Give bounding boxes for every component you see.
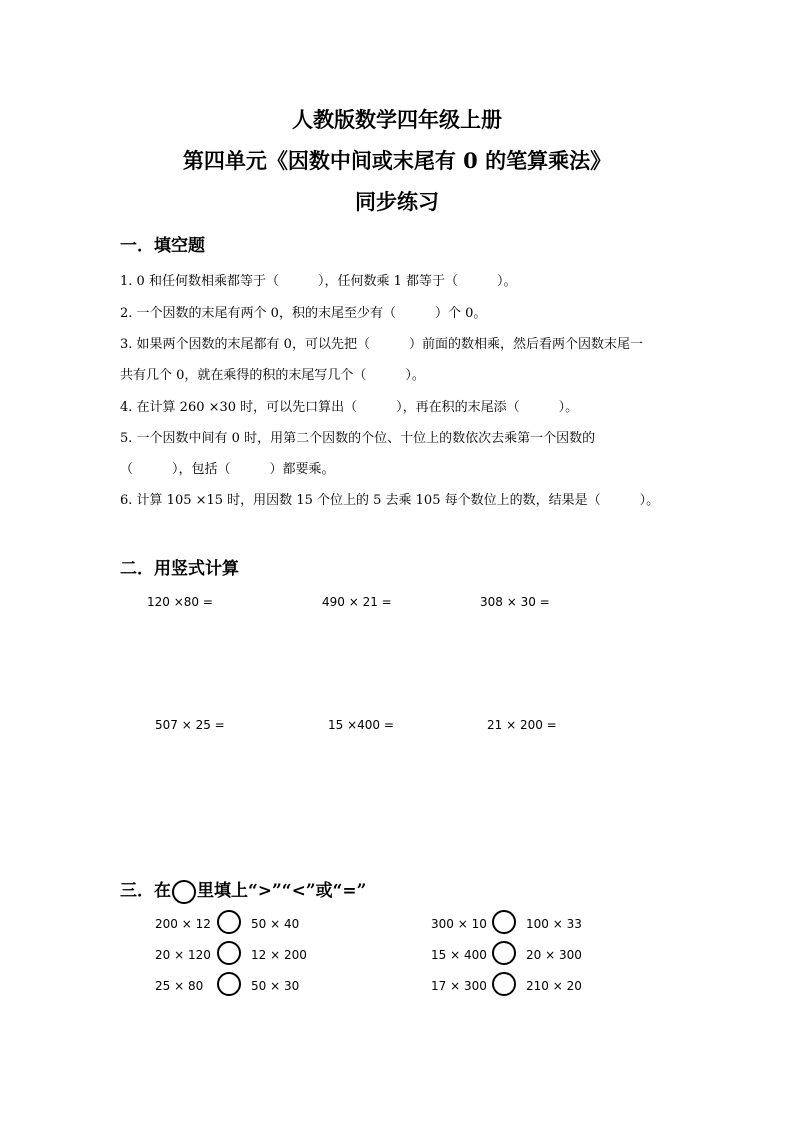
compare-answer-circle[interactable] bbox=[217, 910, 241, 934]
compare-left-b: 12 × 200 bbox=[251, 948, 307, 962]
question-1: 1. 0 和任何数相乘都等于（ ），任何数乘 1 都等于（ ）。 bbox=[120, 274, 517, 289]
question-4: 4. 在计算 260 ×30 时，可以先口算出（ ），再在积的末尾添（ ）。 bbox=[120, 400, 579, 415]
calc-item: 490 × 21 = bbox=[322, 595, 392, 609]
page-title-line1: 人教版数学四年级上册 bbox=[292, 107, 502, 132]
compare-right-b: 210 × 20 bbox=[526, 979, 582, 993]
circle-icon bbox=[172, 880, 196, 904]
compare-answer-circle[interactable] bbox=[217, 972, 241, 996]
compare-left-a: 20 × 120 bbox=[155, 948, 211, 962]
compare-left-a: 200 × 12 bbox=[155, 917, 211, 931]
calc-item: 15 ×400 = bbox=[328, 718, 394, 732]
page-title-line3: 同步练习 bbox=[355, 189, 439, 214]
question-6: 6. 计算 105 ×15 时，用因数 15 个位上的 5 去乘 105 每个数位上的数，结果是（ ）。 bbox=[120, 493, 660, 508]
section3-heading-suffix: 里填上“>”“<”或“=” bbox=[197, 881, 367, 901]
question-5-line1: 5. 一个因数中间有 0 时，用第二个因数的个位、十位上的数依次去乘第一个因数的 bbox=[120, 431, 596, 446]
compare-left-b: 50 × 30 bbox=[251, 979, 300, 993]
compare-left-a: 25 × 80 bbox=[155, 979, 204, 993]
compare-right-a: 15 × 400 bbox=[431, 948, 487, 962]
compare-right-b: 100 × 33 bbox=[526, 917, 582, 931]
question-3-line2: 共有几个 0，就在乘得的积的末尾写几个（ ）。 bbox=[120, 368, 425, 383]
compare-answer-circle[interactable] bbox=[217, 941, 241, 965]
compare-right-b: 20 × 300 bbox=[526, 948, 582, 962]
section3-heading-prefix: 三．在 bbox=[120, 881, 171, 901]
question-2: 2. 一个因数的末尾有两个 0，积的末尾至少有（ ）个 0。 bbox=[120, 306, 487, 321]
calc-item: 507 × 25 = bbox=[155, 718, 225, 732]
question-3-line1: 3. 如果两个因数的末尾都有 0，可以先把（ ）前面的数相乘，然后看两个因数末尾一 bbox=[120, 337, 643, 352]
compare-answer-circle[interactable] bbox=[492, 972, 516, 996]
calc-item: 120 ×80 = bbox=[147, 595, 213, 609]
compare-answer-circle[interactable] bbox=[492, 941, 516, 965]
compare-answer-circle[interactable] bbox=[492, 910, 516, 934]
section3-heading bbox=[120, 876, 366, 904]
compare-right-a: 17 × 300 bbox=[431, 979, 487, 993]
calc-item: 308 × 30 = bbox=[480, 595, 550, 609]
calc-item: 21 × 200 = bbox=[487, 718, 557, 732]
section1-heading: 一．填空题 bbox=[120, 236, 205, 256]
question-5-line2: （ ），包括（ ）都要乘。 bbox=[120, 462, 335, 477]
section2-heading: 二．用竖式计算 bbox=[120, 559, 239, 579]
page-title-line2: 第四单元《因数中间或末尾有 0 的笔算乘法》 bbox=[182, 148, 612, 173]
compare-left-b: 50 × 40 bbox=[251, 917, 300, 931]
compare-right-a: 300 × 10 bbox=[431, 917, 487, 931]
